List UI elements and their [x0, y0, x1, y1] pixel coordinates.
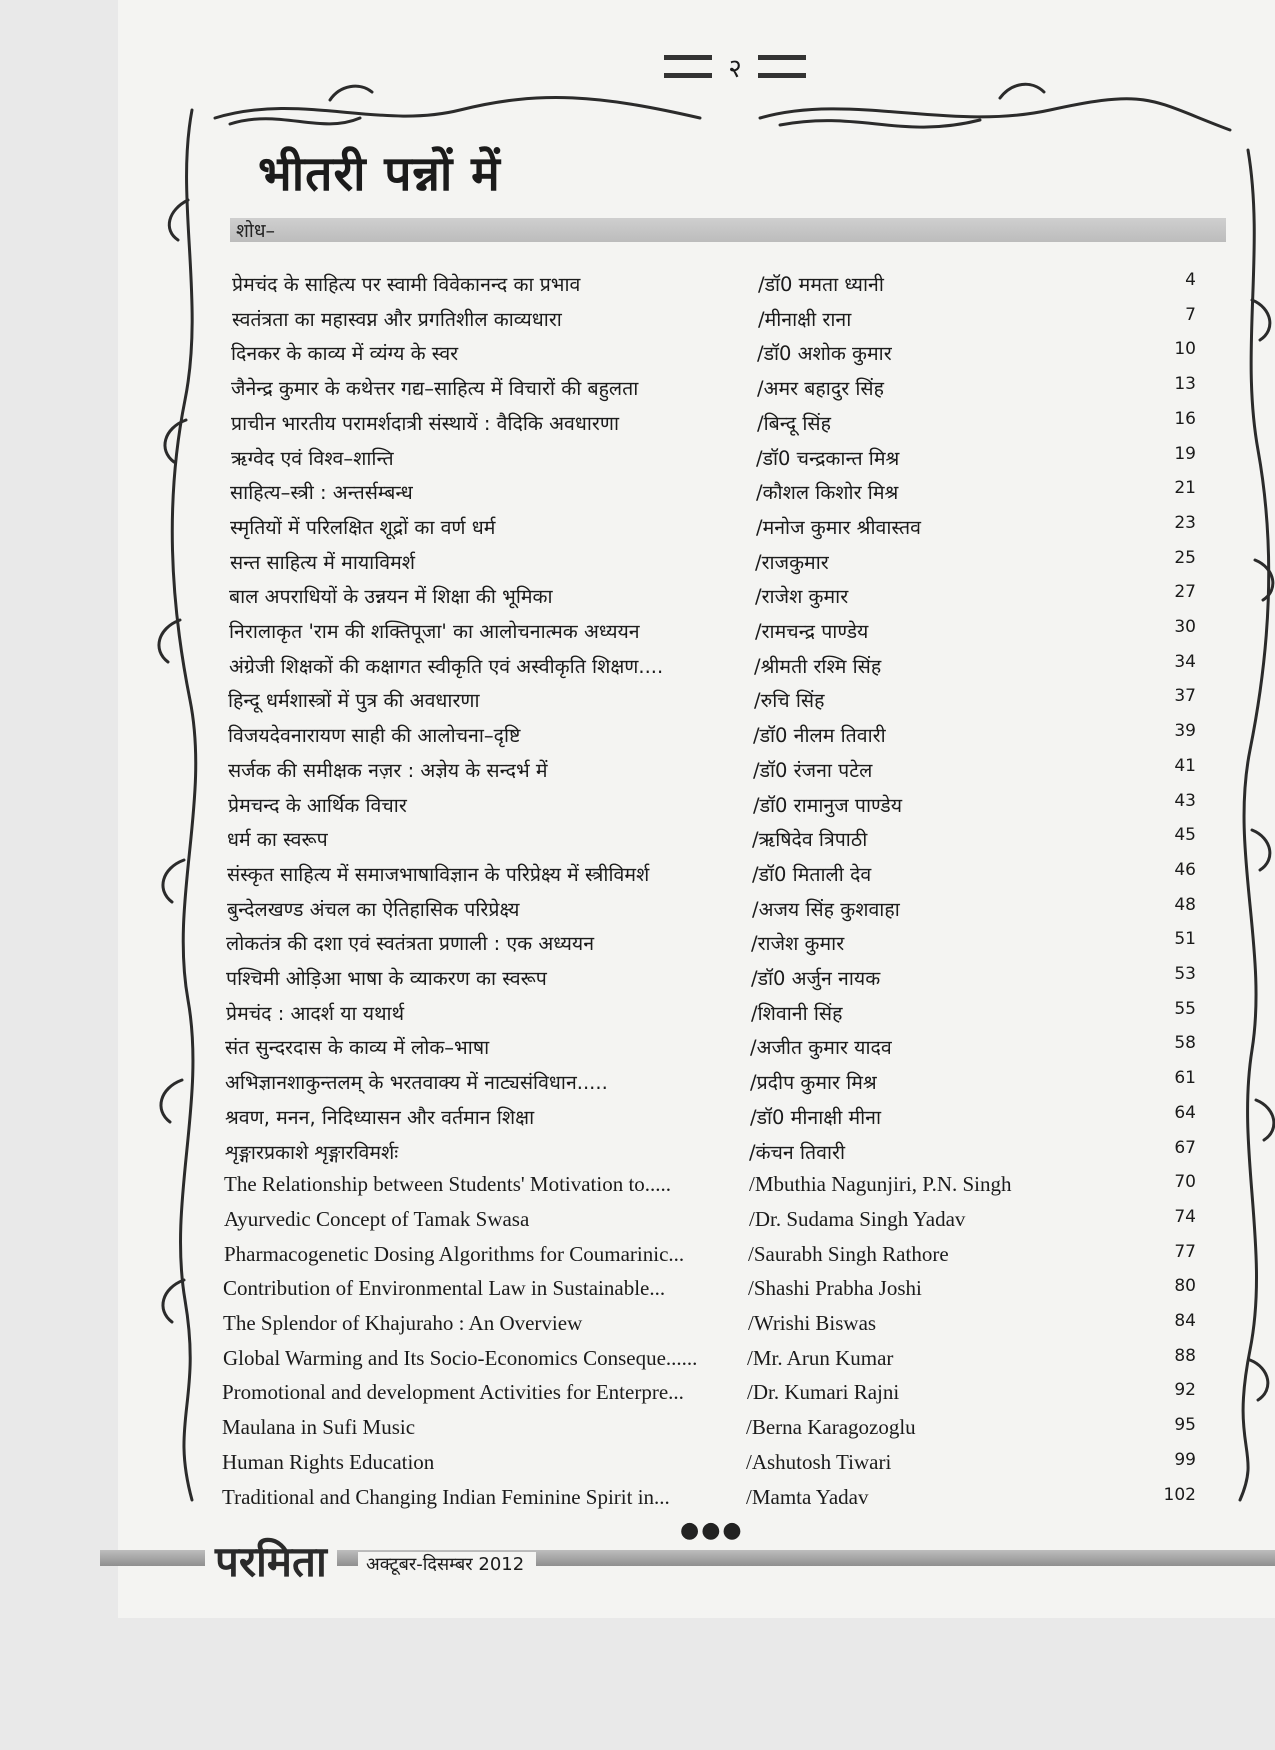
toc-article-author: /प्रदीप कुमार मिश्र — [750, 1071, 877, 1094]
toc-page-number: 45 — [1174, 825, 1196, 845]
toc-article-author: /डॉ0 ममता ध्यानी — [758, 273, 884, 296]
toc-page-number: 64 — [1174, 1103, 1196, 1123]
toc-article-title: The Relationship between Students' Motivation to..... — [224, 1172, 672, 1196]
toc-page-number: 77 — [1174, 1242, 1196, 1262]
toc-page-number: 34 — [1174, 652, 1196, 672]
toc-article-title: निरालाकृत 'राम की शक्तिपूजा' का आलोचनात्मक अध्ययन — [229, 620, 640, 643]
toc-article-author: /ऋषिदेव त्रिपाठी — [752, 828, 868, 851]
toc-article-author: /अमर बहादुर सिंह — [757, 377, 884, 400]
toc-page-number: 48 — [1174, 895, 1196, 915]
toc-article-author: /बिन्दू सिंह — [757, 412, 831, 435]
toc-article-author: /डॉ0 अर्जुन नायक — [751, 967, 881, 990]
toc-page-number: 58 — [1174, 1033, 1196, 1053]
toc-page-number: 30 — [1174, 617, 1196, 637]
toc-article-author: /मनोज कुमार श्रीवास्तव — [756, 516, 921, 539]
toc-article-title: लोकतंत्र की दशा एवं स्वतंत्रता प्रणाली : एक अध्ययन — [226, 932, 595, 955]
toc-article-author: /कंचन तिवारी — [749, 1141, 846, 1164]
toc-page-number: 46 — [1174, 860, 1196, 880]
toc-page-number: 51 — [1174, 929, 1196, 949]
toc-page-number: 67 — [1174, 1138, 1196, 1158]
toc-page-number: 16 — [1174, 409, 1196, 429]
toc-article-title: सर्जक की समीक्षक नज़र : अज्ञेय के सन्दर्भ में — [228, 759, 548, 782]
toc-article-title: सन्त साहित्य में मायाविमर्श — [230, 551, 416, 574]
end-mark: ●●● — [680, 1518, 744, 1543]
toc-page-number: 74 — [1174, 1207, 1196, 1227]
toc-page-number: 37 — [1174, 686, 1196, 706]
toc-article-author: /Saurabh Singh Rathore — [748, 1242, 949, 1266]
page-title: भीतरी पन्नों में — [258, 146, 501, 202]
toc-article-title: संत सुन्दरदास के काव्य में लोक–भाषा — [225, 1036, 490, 1059]
toc-article-author: /राजेश कुमार — [751, 932, 845, 955]
toc-article-title: प्रेमचन्द के आर्थिक विचार — [228, 794, 407, 817]
toc-article-title: Pharmacogenetic Dosing Algorithms for Coumarinic... — [224, 1242, 685, 1266]
toc-page-number: 99 — [1174, 1450, 1196, 1470]
toc-article-author: /शिवानी सिंह — [751, 1002, 843, 1025]
section-label: शोध– — [236, 220, 276, 242]
toc-page-number: 80 — [1174, 1276, 1196, 1296]
toc-page-number: 13 — [1174, 374, 1196, 394]
toc-article-author: /Shashi Prabha Joshi — [748, 1276, 922, 1300]
toc-page-number: 21 — [1174, 478, 1196, 498]
toc-article-author: /मीनाक्षी राना — [758, 308, 852, 331]
toc-page-number: 53 — [1174, 964, 1196, 984]
toc-article-author: /श्रीमती रश्मि सिंह — [754, 655, 882, 678]
toc-page-number: 19 — [1174, 444, 1196, 464]
toc-page-number: 23 — [1174, 513, 1196, 533]
journal-logo: परमिता — [205, 1532, 337, 1589]
toc-page-number: 92 — [1174, 1380, 1196, 1400]
toc-article-author: /अजय सिंह कुशवाहा — [752, 898, 900, 921]
toc-article-author: /Mr. Arun Kumar — [747, 1346, 894, 1370]
toc-article-title: Maulana in Sufi Music — [222, 1415, 416, 1439]
toc-article-author: /राजकुमार — [755, 551, 829, 574]
toc-page-number: 43 — [1174, 791, 1196, 811]
toc-article-title: The Splendor of Khajuraho : An Overview — [223, 1311, 583, 1335]
toc-page-number: 4 — [1185, 270, 1196, 290]
toc-article-title: Human Rights Education — [222, 1450, 435, 1474]
toc-article-author: /Dr. Kumari Rajni — [747, 1380, 900, 1404]
toc-page-number: 39 — [1174, 721, 1196, 741]
toc-article-title: हिन्दू धर्मशास्त्रों में पुत्र की अवधारणा — [228, 689, 480, 712]
toc-article-title: प्रेमचंद : आदर्श या यथार्थ — [226, 1002, 405, 1025]
toc-article-author: /डॉ0 नीलम तिवारी — [753, 724, 886, 747]
toc-page-number: 102 — [1163, 1485, 1196, 1505]
toc-article-title: साहित्य–स्त्री : अन्तर्सम्बन्ध — [230, 481, 413, 504]
toc-article-title: शृङ्गारप्रकाशे शृङ्गारविमर्शः — [225, 1141, 399, 1164]
toc-article-title: Traditional and Changing Indian Feminine Spirit in... — [222, 1485, 670, 1509]
toc-article-title: अभिज्ञानशाकुन्तलम् के भरतवाक्य में नाट्यसंविधान..... — [225, 1071, 608, 1094]
issue-date: अक्टूबर-दिसम्बर 2012 — [358, 1552, 536, 1576]
toc-page-number: 55 — [1174, 999, 1196, 1019]
toc-article-title: Ayurvedic Concept of Tamak Swasa — [224, 1207, 530, 1231]
toc-page-number: 88 — [1174, 1346, 1196, 1366]
toc-page-number: 25 — [1174, 548, 1196, 568]
toc-article-author: /Mamta Yadav — [746, 1485, 869, 1509]
toc-article-author: /Dr. Sudama Singh Yadav — [749, 1207, 966, 1231]
toc-article-author: /डॉ0 मिताली देव — [752, 863, 872, 886]
toc-article-title: जैनेन्द्र कुमार के कथेत्तर गद्य–साहित्य में विचारों की बहुलता — [231, 377, 639, 400]
toc-article-title: श्रवण, मनन, निदिध्यासन और वर्तमान शिक्षा — [225, 1106, 535, 1129]
page-number-bars-right — [758, 45, 806, 89]
page-number-bars-left — [664, 45, 712, 89]
toc-article-author: /Berna Karagozoglu — [746, 1415, 916, 1439]
toc-article-author: /Mbuthia Nagunjiri, P.N. Singh — [749, 1172, 1012, 1196]
toc-article-author: /कौशल किशोर मिश्र — [756, 481, 899, 504]
toc-page-number: 41 — [1174, 756, 1196, 776]
toc-article-author: /रामचन्द्र पाण्डेय — [755, 620, 869, 643]
toc-article-title: विजयदेवनारायण साही की आलोचना–दृष्टि — [228, 724, 521, 747]
toc-article-author: /डॉ0 अशोक कुमार — [757, 342, 892, 365]
toc-article-title: ऋग्वेद एवं विश्व–शान्ति — [231, 447, 394, 470]
toc-article-author: /रुचि सिंह — [754, 689, 825, 712]
toc-article-title: Contribution of Environmental Law in Sustainable... — [223, 1276, 666, 1300]
toc-article-title: Promotional and development Activities for Enterpre... — [222, 1380, 684, 1404]
toc-article-author: /राजेश कुमार — [755, 585, 849, 608]
toc-article-title: प्रेमचंद के साहित्य पर स्वामी विवेकानन्द का प्रभाव — [232, 273, 581, 296]
toc-page-number: 61 — [1174, 1068, 1196, 1088]
toc-article-title: दिनकर के काव्य में व्यंग्य के स्वर — [231, 342, 459, 365]
toc-page-number: 10 — [1174, 339, 1196, 359]
section-band — [230, 218, 1226, 242]
toc-article-title: बाल अपराधियों के उन्नयन में शिक्षा की भूमिका — [229, 585, 553, 608]
toc-article-author: /डॉ0 रंजना पटेल — [753, 759, 873, 782]
toc-article-author: /Ashutosh Tiwari — [746, 1450, 892, 1474]
toc-article-author: /अजीत कुमार यादव — [750, 1036, 892, 1059]
page-number — [650, 42, 820, 92]
toc-article-author: /Wrishi Biswas — [748, 1311, 877, 1335]
toc-article-title: Global Warming and Its Socio-Economics Conseque...... — [223, 1346, 698, 1370]
toc-page-number: 7 — [1185, 305, 1196, 325]
toc-article-author: /डॉ0 रामानुज पाण्डेय — [753, 794, 903, 817]
toc-page-number: 27 — [1174, 582, 1196, 602]
toc-article-author: /डॉ0 चन्द्रकान्त मिश्र — [756, 447, 900, 470]
toc-article-author: /डॉ0 मीनाक्षी मीना — [750, 1106, 882, 1129]
toc-article-title: स्वतंत्रता का महास्वप्न और प्रगतिशील काव्यधारा — [232, 308, 562, 331]
toc-article-title: संस्कृत साहित्य में समाजभाषाविज्ञान के परिप्रेक्ष्य में स्त्रीविमर्श — [227, 863, 650, 886]
toc-page-number: 70 — [1174, 1172, 1196, 1192]
toc-article-title: पश्चिमी ओड़िआ भाषा के व्याकरण का स्वरूप — [226, 967, 547, 990]
toc-article-title: धर्म का स्वरूप — [227, 828, 328, 851]
toc-page-number: 95 — [1174, 1415, 1196, 1435]
toc-article-title: स्मृतियों में परिलक्षित शूद्रों का वर्ण धर्म — [230, 516, 496, 539]
toc-page-number: 84 — [1174, 1311, 1196, 1331]
page-number-value: २ — [728, 54, 742, 84]
toc-article-title: अंग्रेजी शिक्षकों की कक्षागत स्वीकृति एवं अस्वीकृति शिक्षण.... — [229, 655, 664, 678]
toc-article-title: प्राचीन भारतीय परामर्शदात्री संस्थायें : वैदिकि अवधारणा — [231, 412, 619, 435]
toc-article-title: बुन्देलखण्ड अंचल का ऐतिहासिक परिप्रेक्ष्य — [227, 898, 520, 921]
